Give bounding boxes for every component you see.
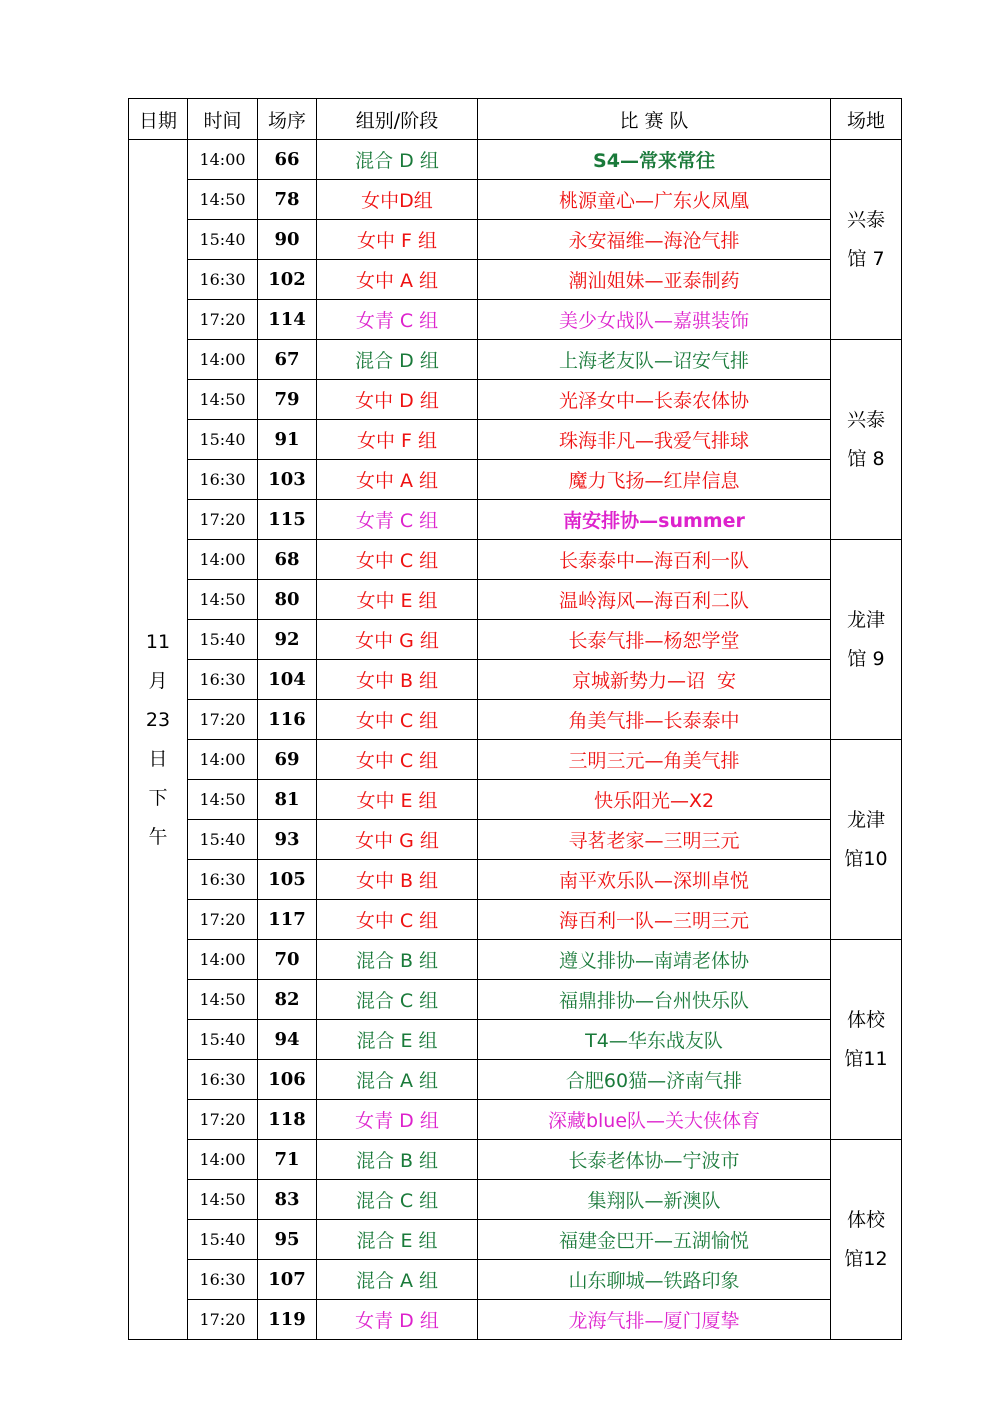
- seq-cell: 68: [258, 540, 317, 580]
- venue-line: 兴泰: [846, 408, 885, 431]
- header-date: 日期: [129, 99, 188, 140]
- time-cell: 14:50: [188, 780, 258, 820]
- time-cell: 16:30: [188, 1060, 258, 1100]
- time-cell: 15:40: [188, 1220, 258, 1260]
- venue-line: 龙津: [846, 608, 885, 631]
- seq-cell: 71: [258, 1140, 317, 1180]
- group-cell: 混合 D 组: [317, 340, 478, 380]
- venue-line: 兴泰: [846, 208, 885, 231]
- table-row: [129, 940, 902, 980]
- table-row: [129, 500, 902, 540]
- table-row: [129, 1300, 902, 1340]
- venue-line: 馆 8: [847, 447, 885, 470]
- time-cell: 17:20: [188, 1300, 258, 1340]
- time-cell: 16:30: [188, 1260, 258, 1300]
- venue-cell: [831, 340, 902, 540]
- time-cell: 15:40: [188, 1020, 258, 1060]
- group-cell: 女中 B 组: [317, 660, 478, 700]
- group-cell: 混合 C 组: [317, 1180, 478, 1220]
- table-row: [129, 620, 902, 660]
- group-cell: 女中 A 组: [317, 260, 478, 300]
- teams-cell: 温岭海风—海百利二队: [478, 580, 831, 620]
- table-row: [129, 540, 902, 580]
- seq-cell: 95: [258, 1220, 317, 1260]
- teams-cell: 长泰老体协—宁波市: [478, 1140, 831, 1180]
- table-row: [129, 460, 902, 500]
- time-cell: 17:20: [188, 300, 258, 340]
- time-cell: 14:50: [188, 1180, 258, 1220]
- seq-cell: 116: [258, 700, 317, 740]
- header-seq: 场序: [258, 99, 317, 140]
- time-cell: 14:50: [188, 980, 258, 1020]
- table-row: [129, 140, 902, 180]
- group-cell: 混合 B 组: [317, 1140, 478, 1180]
- time-cell: 17:20: [188, 700, 258, 740]
- group-cell: 女中 C 组: [317, 900, 478, 940]
- schedule-table: [128, 98, 902, 1340]
- header-teams: 比 赛 队: [478, 99, 831, 140]
- group-cell: 混合 A 组: [317, 1060, 478, 1100]
- teams-cell: 南平欢乐队—深圳卓悦: [478, 860, 831, 900]
- table-row: [129, 420, 902, 460]
- venue-cell: [831, 540, 902, 740]
- seq-cell: 79: [258, 380, 317, 420]
- seq-cell: 106: [258, 1060, 317, 1100]
- teams-cell: 上海老友队—诏安气排: [478, 340, 831, 380]
- date-char: 日: [148, 747, 168, 770]
- group-cell: 女中 B 组: [317, 860, 478, 900]
- venue-line: 馆 9: [847, 647, 885, 670]
- venue-line: 馆11: [844, 1047, 888, 1070]
- seq-cell: 118: [258, 1100, 317, 1140]
- time-cell: 16:30: [188, 460, 258, 500]
- time-cell: 14:00: [188, 540, 258, 580]
- date-char: 月: [148, 669, 168, 692]
- time-cell: 17:20: [188, 500, 258, 540]
- seq-cell: 104: [258, 660, 317, 700]
- seq-cell: 69: [258, 740, 317, 780]
- table-row: [129, 260, 902, 300]
- teams-cell: 遵义排协—南靖老体协: [478, 940, 831, 980]
- group-cell: 混合 A 组: [317, 1260, 478, 1300]
- venue-cell: [831, 740, 902, 940]
- teams-cell: 南安排协—summer: [478, 500, 831, 540]
- teams-cell: 集翔队—新澳队: [478, 1180, 831, 1220]
- table-row: [129, 700, 902, 740]
- table-row: [129, 660, 902, 700]
- seq-cell: 83: [258, 1180, 317, 1220]
- date-char: 11: [145, 630, 171, 653]
- group-cell: 女青 C 组: [317, 300, 478, 340]
- teams-cell: 魔力飞扬—红岸信息: [478, 460, 831, 500]
- group-cell: 女中 G 组: [317, 820, 478, 860]
- group-cell: 女中 A 组: [317, 460, 478, 500]
- group-cell: 女青 C 组: [317, 500, 478, 540]
- teams-cell: 长泰泰中—海百利一队: [478, 540, 831, 580]
- teams-cell: 角美气排—长泰泰中: [478, 700, 831, 740]
- time-cell: 14:00: [188, 140, 258, 180]
- group-cell: 混合 C 组: [317, 980, 478, 1020]
- table-row: [129, 1100, 902, 1140]
- time-cell: 14:00: [188, 340, 258, 380]
- table-row: [129, 1020, 902, 1060]
- table-row: [129, 1220, 902, 1260]
- table-row: [129, 860, 902, 900]
- time-cell: 14:50: [188, 180, 258, 220]
- seq-cell: 80: [258, 580, 317, 620]
- seq-cell: 67: [258, 340, 317, 380]
- seq-cell: 102: [258, 260, 317, 300]
- group-cell: 女中 E 组: [317, 580, 478, 620]
- teams-cell: 珠海非凡—我爱气排球: [478, 420, 831, 460]
- table-row: [129, 300, 902, 340]
- venue-line: 馆 7: [847, 247, 885, 270]
- time-cell: 17:20: [188, 1100, 258, 1140]
- table-row: [129, 1260, 902, 1300]
- date-cell: [129, 140, 188, 1340]
- seq-cell: 93: [258, 820, 317, 860]
- table-row: [129, 340, 902, 380]
- seq-cell: 78: [258, 180, 317, 220]
- teams-cell: 合肥60猫—济南气排: [478, 1060, 831, 1100]
- seq-cell: 119: [258, 1300, 317, 1340]
- date-char: 23: [145, 708, 171, 731]
- seq-cell: 91: [258, 420, 317, 460]
- teams-cell: 光泽女中—长泰农体协: [478, 380, 831, 420]
- venue-cell: [831, 1140, 902, 1340]
- header-time: 时间: [188, 99, 258, 140]
- time-cell: 17:20: [188, 900, 258, 940]
- venue-line: 体校: [846, 1008, 885, 1031]
- table-row: [129, 1060, 902, 1100]
- group-cell: 混合 B 组: [317, 940, 478, 980]
- table-row: [129, 1140, 902, 1180]
- teams-cell: 寻茗老家—三明三元: [478, 820, 831, 860]
- header-group: 组别/阶段: [317, 99, 478, 140]
- venue-line: 馆12: [844, 1247, 888, 1270]
- teams-cell: 龙海气排—厦门厦挚: [478, 1300, 831, 1340]
- time-cell: 16:30: [188, 860, 258, 900]
- seq-cell: 105: [258, 860, 317, 900]
- group-cell: 女青 D 组: [317, 1300, 478, 1340]
- table-row: [129, 740, 902, 780]
- table-row: [129, 180, 902, 220]
- seq-cell: 107: [258, 1260, 317, 1300]
- header-row: [129, 99, 902, 140]
- table-row: [129, 820, 902, 860]
- teams-cell: 三明三元—角美气排: [478, 740, 831, 780]
- table-row: [129, 580, 902, 620]
- seq-cell: 94: [258, 1020, 317, 1060]
- teams-cell: 福鼎排协—台州快乐队: [478, 980, 831, 1020]
- group-cell: 女中 D 组: [317, 380, 478, 420]
- group-cell: 女中 C 组: [317, 540, 478, 580]
- seq-cell: 90: [258, 220, 317, 260]
- venue-cell: [831, 140, 902, 340]
- time-cell: 15:40: [188, 820, 258, 860]
- group-cell: 女中D组: [317, 180, 478, 220]
- table-row: [129, 380, 902, 420]
- time-cell: 15:40: [188, 620, 258, 660]
- time-cell: 16:30: [188, 260, 258, 300]
- teams-cell: 美少女战队—嘉骐装饰: [478, 300, 831, 340]
- time-cell: 15:40: [188, 220, 258, 260]
- seq-cell: 66: [258, 140, 317, 180]
- venue-line: 馆10: [844, 847, 888, 870]
- group-cell: 女中 F 组: [317, 220, 478, 260]
- date-char: 下: [148, 786, 168, 809]
- venue-line: 体校: [846, 1208, 885, 1231]
- table-row: [129, 220, 902, 260]
- teams-cell: 山东聊城—铁路印象: [478, 1260, 831, 1300]
- teams-cell: 深藏blue队—关大侠体育: [478, 1100, 831, 1140]
- time-cell: 14:50: [188, 580, 258, 620]
- seq-cell: 70: [258, 940, 317, 980]
- group-cell: 女中 E 组: [317, 780, 478, 820]
- seq-cell: 114: [258, 300, 317, 340]
- group-cell: 混合 D 组: [317, 140, 478, 180]
- group-cell: 女中 C 组: [317, 740, 478, 780]
- teams-cell: 桃源童心—广东火凤凰: [478, 180, 831, 220]
- time-cell: 16:30: [188, 660, 258, 700]
- date-char: 午: [148, 825, 168, 848]
- teams-cell: 长泰气排—杨恕学堂: [478, 620, 831, 660]
- header-venue: 场地: [831, 99, 902, 140]
- table-row: [129, 900, 902, 940]
- seq-cell: 82: [258, 980, 317, 1020]
- teams-cell: T4—华东战友队: [478, 1020, 831, 1060]
- table-row: [129, 980, 902, 1020]
- time-cell: 14:00: [188, 740, 258, 780]
- group-cell: 女中 G 组: [317, 620, 478, 660]
- seq-cell: 81: [258, 780, 317, 820]
- seq-cell: 117: [258, 900, 317, 940]
- time-cell: 14:00: [188, 940, 258, 980]
- venue-cell: [831, 940, 902, 1140]
- teams-cell: S4—常来常往: [478, 140, 831, 180]
- time-cell: 15:40: [188, 420, 258, 460]
- teams-cell: 永安福维—海沧气排: [478, 220, 831, 260]
- schedule-body: [129, 140, 902, 1340]
- seq-cell: 115: [258, 500, 317, 540]
- group-cell: 女中 F 组: [317, 420, 478, 460]
- time-cell: 14:50: [188, 380, 258, 420]
- group-cell: 混合 E 组: [317, 1020, 478, 1060]
- teams-cell: 京城新势力—诏 安: [478, 660, 831, 700]
- venue-line: 龙津: [846, 808, 885, 831]
- group-cell: 女中 C 组: [317, 700, 478, 740]
- teams-cell: 福建金巴开—五湖愉悦: [478, 1220, 831, 1260]
- teams-cell: 海百利一队—三明三元: [478, 900, 831, 940]
- group-cell: 混合 E 组: [317, 1220, 478, 1260]
- teams-cell: 潮汕姐妹—亚泰制药: [478, 260, 831, 300]
- seq-cell: 92: [258, 620, 317, 660]
- table-row: [129, 780, 902, 820]
- seq-cell: 103: [258, 460, 317, 500]
- teams-cell: 快乐阳光—X2: [478, 780, 831, 820]
- table-row: [129, 1180, 902, 1220]
- group-cell: 女青 D 组: [317, 1100, 478, 1140]
- time-cell: 14:00: [188, 1140, 258, 1180]
